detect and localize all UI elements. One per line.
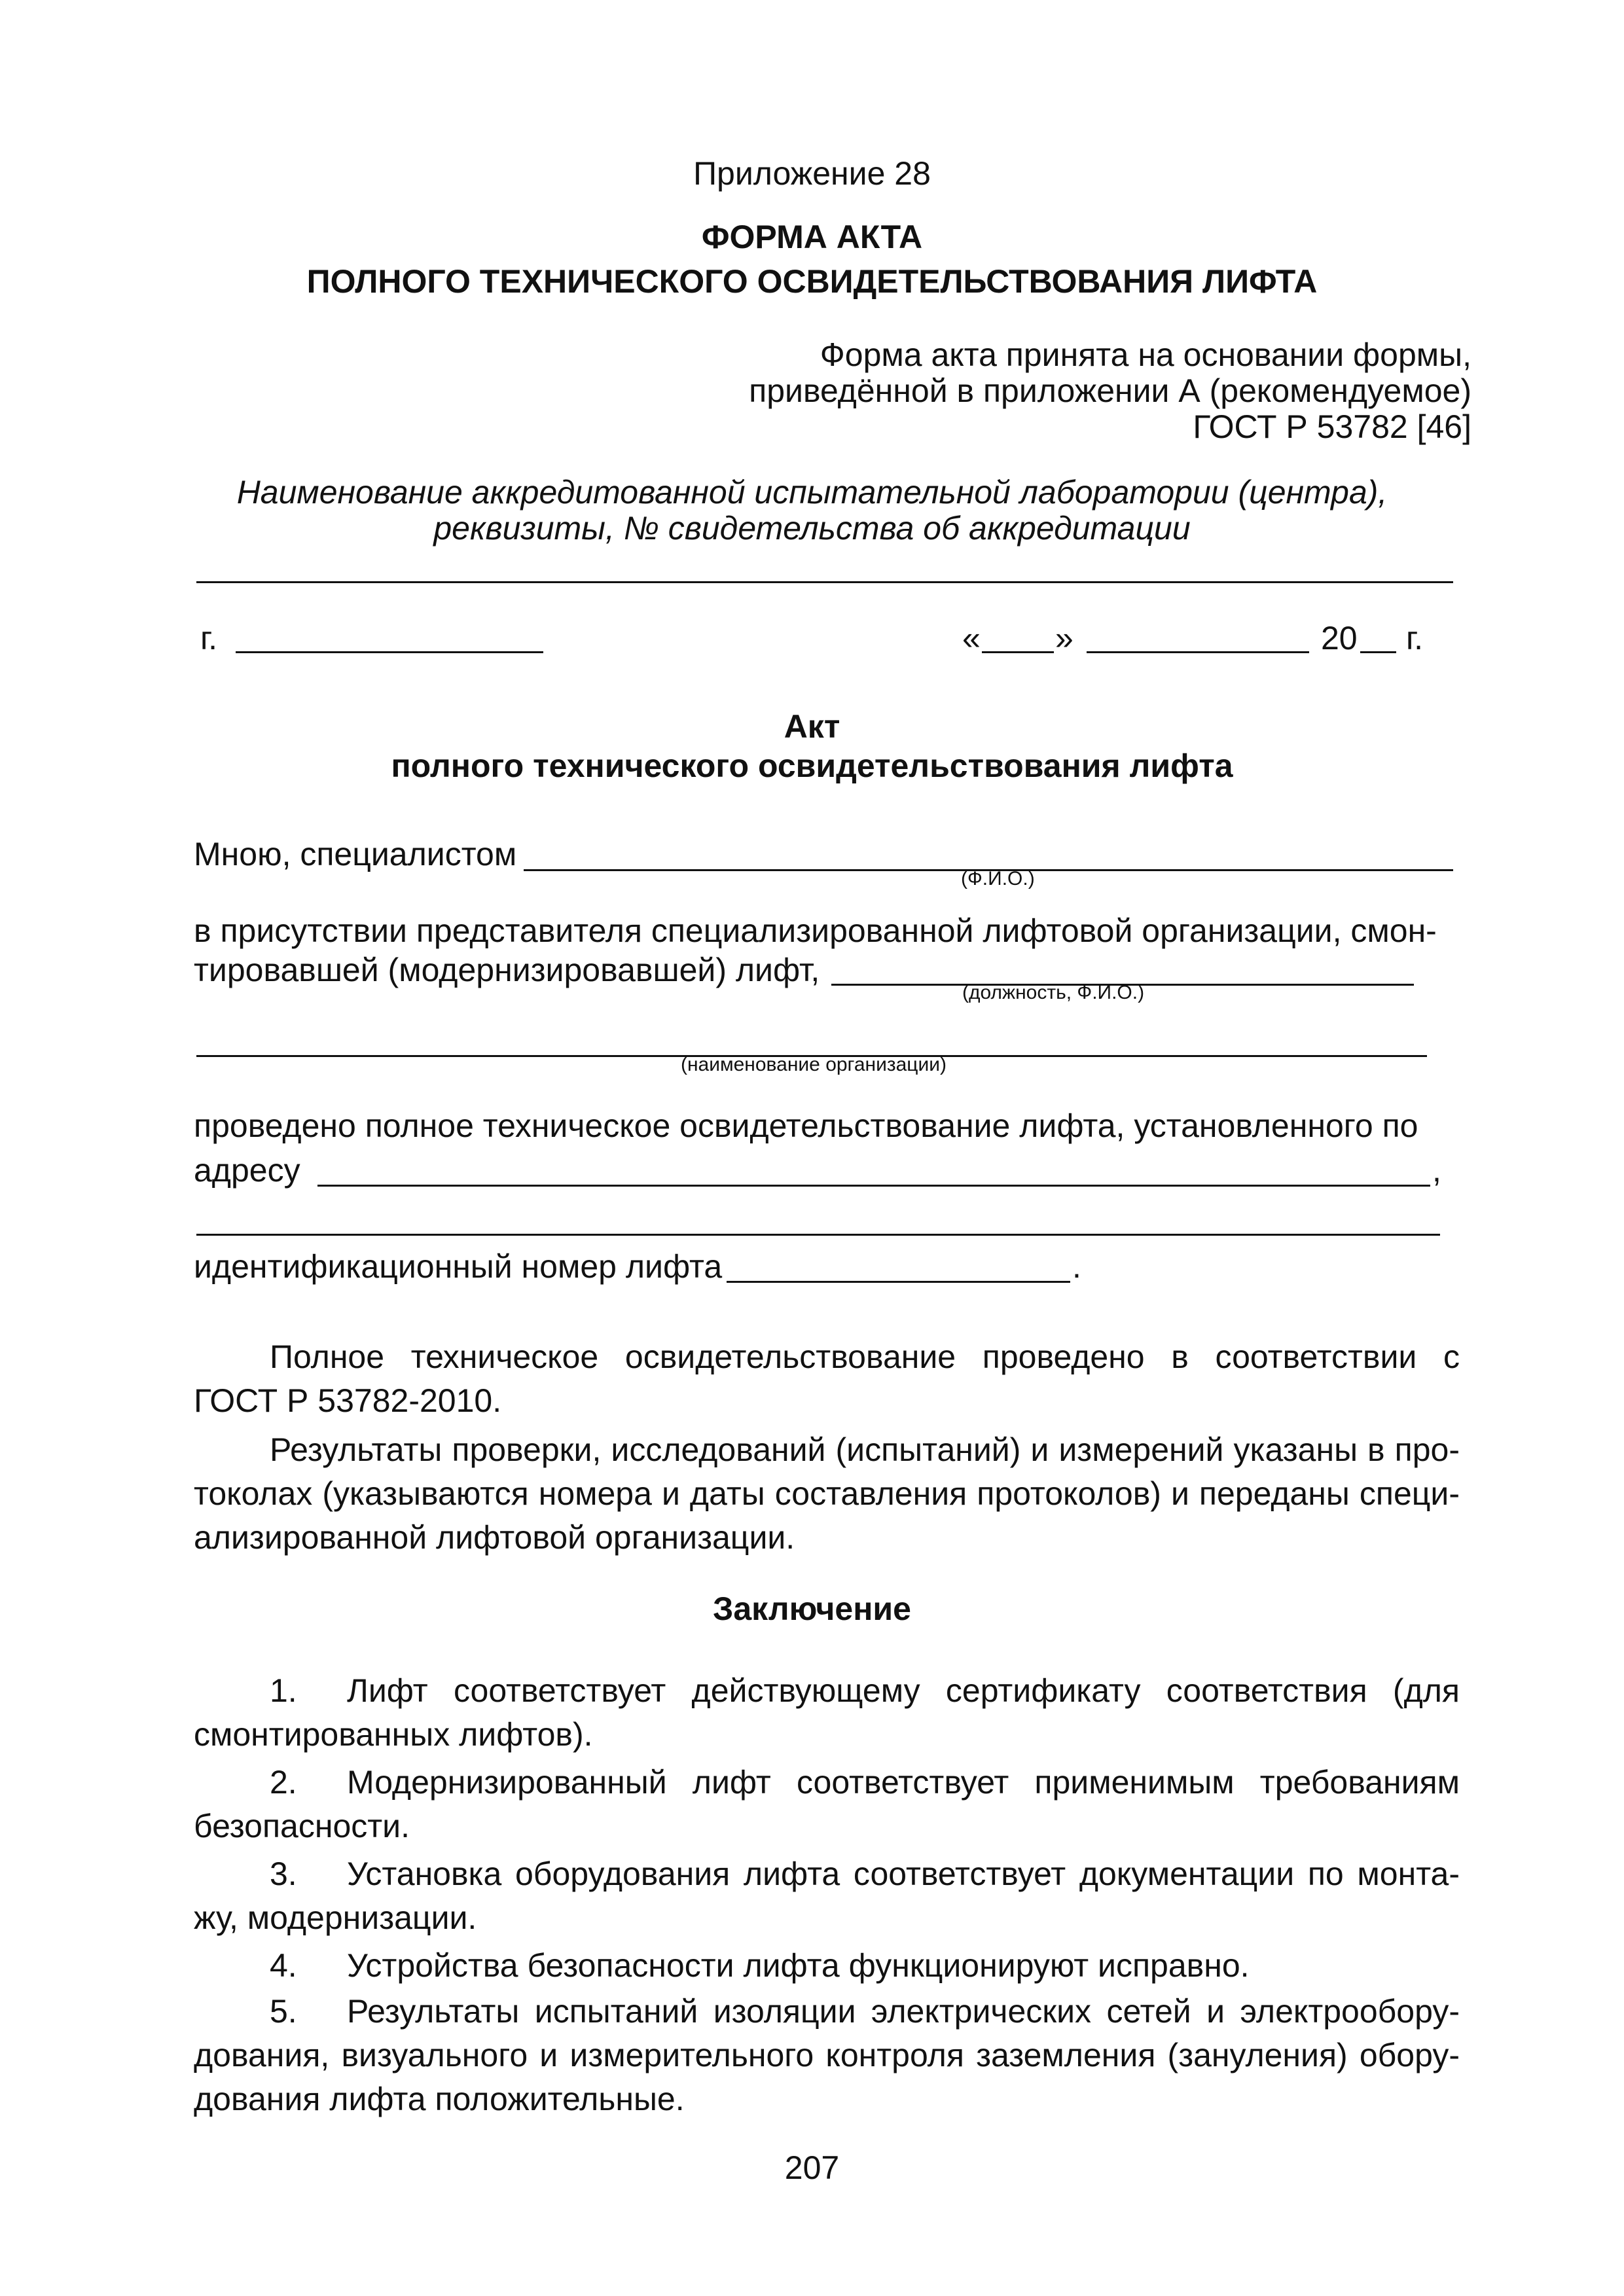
conclusion-4-line-1: Устройства безопасности лифта функционируют исправно.	[347, 1947, 1250, 1984]
conclusion-3-number: 3.	[270, 1856, 297, 1892]
address-underline-1	[317, 1185, 1430, 1187]
appendix-label: Приложение 28	[693, 155, 931, 192]
conclusion-5-number: 5.	[270, 1993, 297, 2030]
conclusion-3-line-1: Установка оборудования лифта соответствует документации по монта-	[347, 1856, 1460, 1892]
page-number: 207	[784, 2149, 840, 2186]
para1-line-1: Полное техническое освидетельствование проведено в соответствии с	[270, 1338, 1460, 1375]
conclusion-2-line-2: безопасности.	[194, 1808, 410, 1844]
day-underline	[982, 651, 1054, 653]
lab-name-underline	[196, 581, 1453, 583]
year-suffix: г.	[1406, 620, 1424, 656]
month-underline	[1087, 651, 1309, 653]
date-open-quote: «	[962, 620, 981, 656]
act-title-line-2: полного технического освидетельствования лифта	[391, 747, 1233, 784]
address-comma: ,	[1432, 1152, 1441, 1189]
form-title-line-2: ПОЛНОГО ТЕХНИЧЕСКОГО ОСВИДЕТЕЛЬСТВОВАНИЯ ЛИФТА	[306, 263, 1318, 300]
act-title-line-1: Акт	[784, 708, 840, 745]
presence-line-2: тировавшей (модернизировавшей) лифт,	[194, 952, 820, 988]
conclusion-2-number: 2.	[270, 1764, 297, 1801]
year-prefix: 20	[1321, 620, 1358, 656]
para2-line-3: ализированной лифтовой организации.	[194, 1519, 795, 1556]
conclusion-1-line-2: смонтированных лифтов).	[194, 1716, 593, 1753]
form-title-line-1: ФОРМА АКТА	[701, 219, 923, 255]
para1-line-2: ГОСТ Р 53782-2010.	[194, 1382, 502, 1419]
conclusion-1-number: 1.	[270, 1672, 297, 1709]
basis-line-3: ГОСТ Р 53782 [46]	[1193, 408, 1471, 445]
presence-line-1: в присутствии представителя специализированной лифтовой организации, смон-	[194, 912, 1437, 949]
para2-line-1: Результаты проверки, исследований (испытаний) и измерений указаны в про-	[270, 1431, 1460, 1468]
conclusion-4-number: 4.	[270, 1947, 297, 1984]
conducted-line: проведено полное техническое освидетельствование лифта, установленного по	[194, 1107, 1418, 1144]
position-caption: (должность, Ф.И.О.)	[962, 982, 1145, 1003]
id-underline	[727, 1281, 1070, 1283]
city-underline	[236, 651, 543, 653]
conclusion-title: Заключение	[713, 1590, 911, 1627]
specialist-label: Мною, специалистом	[194, 836, 517, 872]
lab-name-line-2: реквизиты, № свидетельства об аккредитации	[433, 510, 1191, 547]
year-underline	[1360, 651, 1396, 653]
address-label: адресу	[194, 1152, 300, 1189]
organization-caption: (наименование организации)	[681, 1054, 947, 1075]
basis-line-2: приведённой в приложении А (рекомендуемое)	[749, 372, 1471, 409]
para2-line-2: токолах (указываются номера и даты составления протоколов) и переданы специ-	[194, 1475, 1460, 1512]
specialist-caption: (Ф.И.О.)	[961, 868, 1035, 889]
conclusion-5-line-2: дования, визуального и измерительного контроля заземления (зануления) обору-	[194, 2037, 1460, 2073]
id-period: .	[1072, 1248, 1081, 1285]
conclusion-2-line-1: Модернизированный лифт соответствует применимым требованиям	[347, 1764, 1460, 1801]
conclusion-3-line-2: жу, модернизации.	[194, 1899, 477, 1936]
city-prefix: г.	[200, 620, 218, 656]
address-underline-2	[196, 1234, 1440, 1236]
basis-line-1: Форма акта принята на основании формы,	[820, 336, 1471, 373]
conclusion-5-line-3: дования лифта положительные.	[194, 2081, 685, 2117]
conclusion-5-line-1: Результаты испытаний изоляции электрических сетей и электрообору-	[347, 1993, 1460, 2030]
id-label: идентификационный номер лифта	[194, 1248, 723, 1285]
conclusion-1-line-1: Лифт соответствует действующему сертификату соответствия (для	[347, 1672, 1460, 1709]
date-close-quote: »	[1055, 620, 1074, 656]
lab-name-line-1: Наименование аккредитованной испытательной лаборатории (центра),	[236, 474, 1388, 511]
